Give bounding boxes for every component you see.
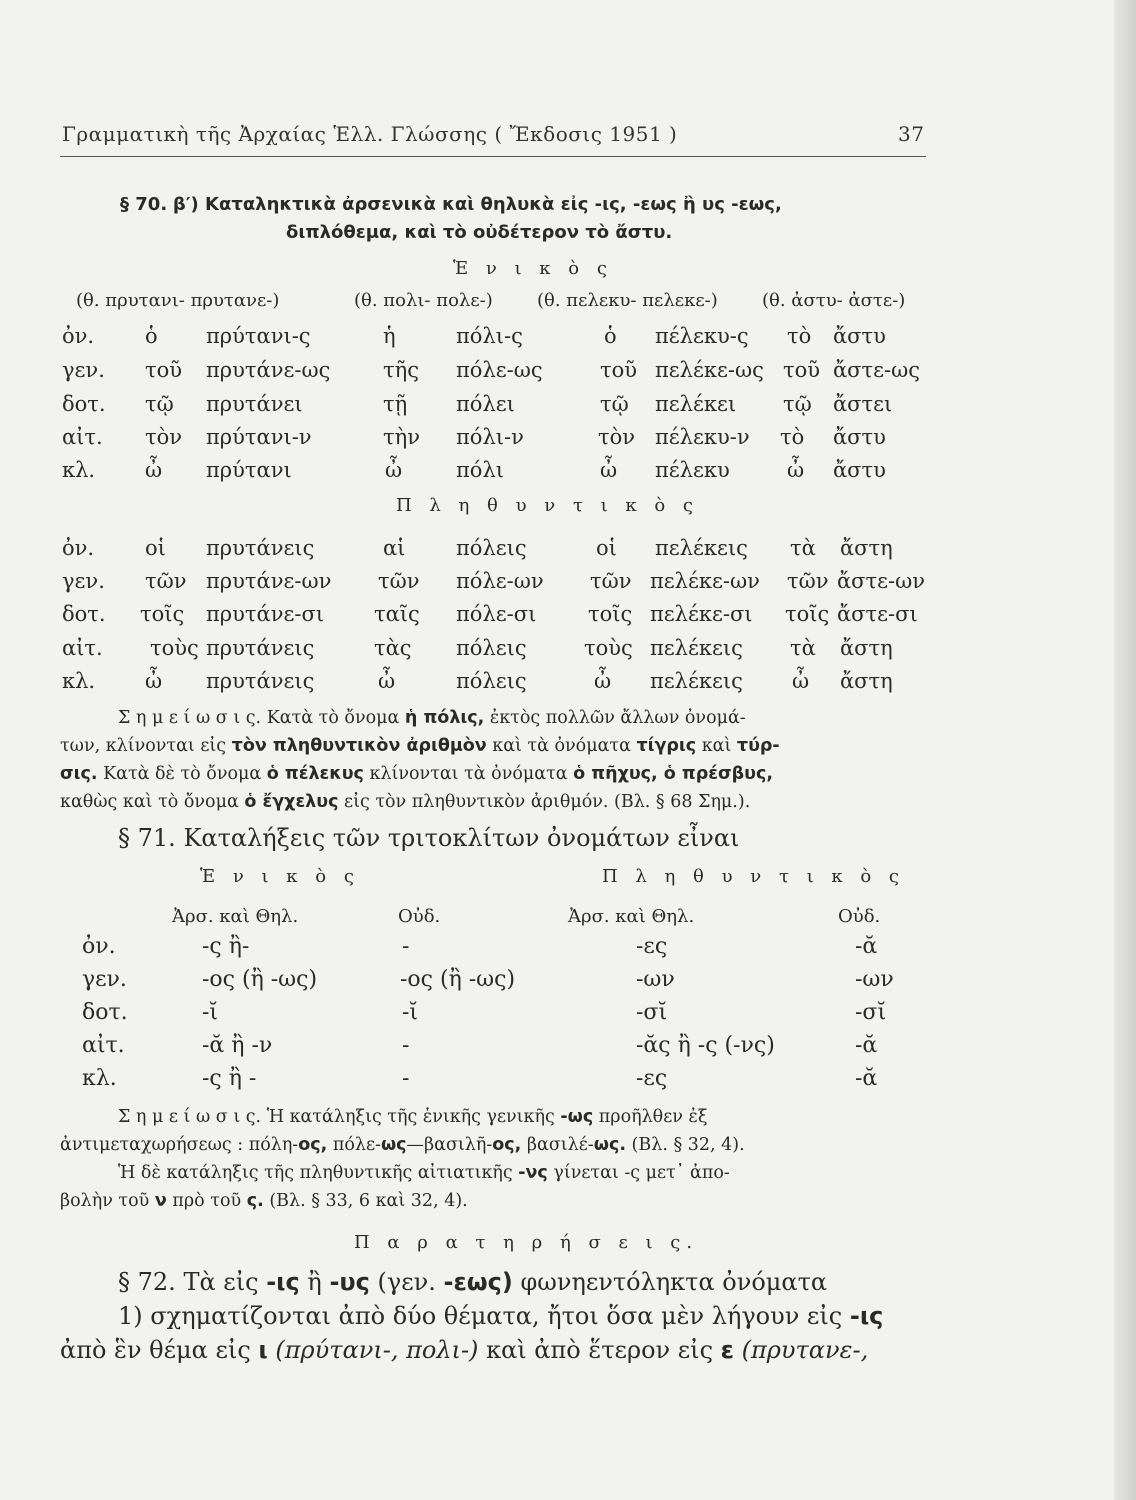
singular-heading: Ἑ ν ι κ ὸ ς: [453, 258, 613, 279]
word-form: ἄστη: [840, 536, 893, 560]
case-label: αἰτ.: [82, 1033, 125, 1058]
ending: -ες: [636, 934, 668, 959]
article: τῶν: [787, 569, 829, 593]
ending: -ᾰ: [855, 1066, 878, 1091]
article: τὴν: [383, 425, 420, 449]
ending: -ος (ἢ -ως): [400, 967, 516, 992]
note-bold: ος,: [492, 1135, 522, 1155]
ending: -σῐ: [855, 1000, 887, 1025]
word-form: πόλε-σι: [456, 602, 537, 626]
note-text: προῆλθεν ἐξ: [598, 1107, 708, 1127]
word-form: πέλεκυ-ς: [655, 324, 749, 348]
word-form: πόλε-ων: [456, 569, 544, 593]
note-bold: ὁ πῆχυς, ὁ πρέσβυς,: [573, 764, 774, 784]
ending: -: [402, 1033, 410, 1058]
word-form: ἄστε-ων: [837, 569, 925, 593]
article: οἱ: [145, 536, 166, 560]
body-italic: (πρυτανε-,: [741, 1336, 869, 1364]
ending: -ᾰ: [855, 934, 878, 959]
col-header: Ἀρσ. καὶ Θηλ.: [172, 906, 299, 927]
article: τὸ: [787, 324, 812, 348]
word-form: πελέκεις: [650, 669, 743, 693]
article: ὦ: [787, 458, 805, 482]
note-bold: σις.: [60, 764, 98, 784]
case-label: δοτ.: [62, 602, 106, 626]
body-text: ἢ: [307, 1268, 322, 1296]
note-text: Ἡ κατάληξις τῆς ἑνικῆς γενικῆς: [266, 1107, 555, 1127]
note-text: —βασιλῆ-: [406, 1135, 493, 1155]
note-text: Κατὰ τὸ ὄνομα: [266, 708, 400, 728]
note-text: Ἡ δὲ κατάληξις τῆς πληθυντικῆς αἰτιατικῆς: [118, 1163, 513, 1183]
section-71-heading: Καταλήξεις τῶν τριτοκλίτων ὀνομάτων εἶναι: [183, 824, 740, 852]
ending: -ων: [636, 967, 675, 992]
body-bold: ε: [720, 1336, 735, 1364]
note-text: κλίνονται τὰ ὀνόματα: [369, 764, 568, 784]
article: ὦ: [145, 669, 163, 693]
word-form: ἄστε-ως: [833, 358, 920, 382]
ending: -ᾰ: [855, 1033, 878, 1058]
stem-asty: (θ. ἀστυ- ἀστε-): [762, 290, 906, 311]
word-form: πελέκει: [655, 392, 737, 416]
note-text: εἰς τὸν πληθυντικὸν ἀριθμόν. (Βλ. § 68 Σημ.).: [344, 792, 751, 812]
word-form: πέλεκυ-ν: [655, 425, 750, 449]
case-label: κλ.: [62, 458, 96, 482]
word-form: πρυτάνεις: [206, 636, 315, 660]
article: τῆς: [383, 358, 419, 382]
note-text: πρὸ τοῦ: [172, 1191, 242, 1211]
article: τῷ: [145, 392, 174, 416]
body-bold: -ις: [849, 1302, 884, 1330]
note-71-line2: [60, 1135, 745, 1155]
section-71-label: § 71.: [118, 824, 176, 852]
article: ὦ: [145, 458, 163, 482]
ending: -ᾰς ἢ -ς (-νς): [636, 1033, 775, 1058]
body-text: Τὰ εἰς: [183, 1268, 259, 1296]
case-label: γεν.: [62, 358, 105, 382]
note-text: καὶ: [701, 736, 732, 756]
article: οἱ: [596, 536, 617, 560]
word-form: ἄστη: [840, 636, 893, 660]
body-text: (γεν.: [377, 1268, 436, 1296]
note-70-line1: [118, 708, 746, 728]
word-form: πόλεις: [456, 636, 527, 660]
word-form: πρυτάνε-σι: [206, 602, 325, 626]
note-bold: ως: [380, 1135, 407, 1155]
note-label: Σ η μ ε ί ω σ ι ς.: [118, 1107, 262, 1127]
case-label: γεν.: [62, 569, 105, 593]
col-header: Οὐδ.: [838, 906, 881, 927]
case-label: αἰτ.: [62, 636, 103, 660]
note-text: καθὼς καὶ τὸ ὄνομα: [60, 792, 239, 812]
case-label: δοτ.: [82, 1000, 128, 1025]
note-label: Σ η μ ε ί ω σ ι ς.: [118, 708, 262, 728]
body-bold: ι: [258, 1336, 268, 1364]
page-number: 37: [898, 122, 925, 146]
word-form: πρυτάνεις: [206, 669, 315, 693]
article: τὸν: [145, 425, 183, 449]
article: τῶν: [145, 569, 187, 593]
ending: -ες: [636, 1066, 668, 1091]
note-text: ἀντιμεταχωρήσεως : πόλη-: [60, 1135, 299, 1155]
section-72-line2: [118, 1302, 883, 1330]
ending: -ος (ἢ -ως): [202, 967, 318, 992]
word-form: πελέκε-ων: [650, 569, 760, 593]
article: τὰ: [790, 536, 816, 560]
word-form: πρυτάνεις: [206, 536, 315, 560]
article: τὰ: [790, 636, 816, 660]
word-form: πρυτάνε-ως: [206, 358, 331, 382]
note-text: γίνεται -ς μετ᾽ ἀπο-: [553, 1163, 730, 1183]
word-form: πόλι-ς: [456, 324, 523, 348]
plural-heading: Π λ η θ υ ν τ ι κ ὸ ς: [396, 495, 700, 516]
word-form: ἄστη: [840, 669, 893, 693]
ending: -σῐ: [636, 1000, 668, 1025]
word-form: πέλεκυ: [655, 458, 730, 482]
word-form: πόλει: [456, 392, 515, 416]
note-bold: ὁ πέλεκυς: [266, 764, 364, 784]
article: ὁ: [604, 324, 617, 348]
article: τῷ: [600, 392, 629, 416]
note-70-line2: [60, 736, 780, 756]
article: τοῖς: [588, 602, 633, 626]
article: τῷ: [783, 392, 812, 416]
note-text: (Βλ. § 33, 6 καὶ 32, 4).: [269, 1191, 468, 1211]
article: τῇ: [383, 392, 408, 416]
note-bold: τίγρις: [636, 736, 697, 756]
word-form: πελέκεις: [655, 536, 748, 560]
ending: -: [402, 934, 410, 959]
ending: -: [402, 1066, 410, 1091]
col-header: Ἀρσ. καὶ Θηλ.: [568, 906, 695, 927]
body-text: φωνηεντόληκτα ὀνόματα: [520, 1268, 828, 1296]
case-label: ὀν.: [62, 536, 95, 560]
ending: -ᾰ ἢ -ν: [202, 1033, 273, 1058]
word-form: ἄστυ: [833, 458, 886, 482]
section-72-label: § 72.: [118, 1268, 176, 1296]
ending: -ς ἢ -: [202, 1066, 257, 1091]
note-text: πόλε-: [332, 1135, 381, 1155]
stem-polis: (θ. πολι- πολε-): [354, 290, 493, 311]
note-text: (Βλ. § 32, 4).: [631, 1135, 745, 1155]
ending: -ῐ: [202, 1000, 219, 1025]
note-bold: ἡ πόλις,: [404, 708, 485, 728]
note-71-line3: [118, 1163, 730, 1183]
case-label: ὀν.: [62, 324, 95, 348]
article: τοῦ: [600, 358, 638, 382]
article: τοὺς: [150, 636, 199, 660]
article: τοῖς: [140, 602, 185, 626]
article: ὦ: [378, 669, 396, 693]
article: τῶν: [590, 569, 632, 593]
note-bold: -νς: [518, 1163, 548, 1183]
stem-prytanis: (θ. πρυτανι- πρυτανε-): [76, 290, 280, 311]
note-bold: τὸν πληθυντικὸν ἀριθμὸν: [231, 736, 487, 756]
word-form: πόλι-ν: [456, 425, 524, 449]
body-text: καὶ ἀπὸ ἕτερον εἰς: [486, 1336, 714, 1364]
article: ὦ: [600, 458, 618, 482]
note-70-line4: [60, 792, 750, 812]
s71-plural-heading: Π λ η θ υ ν τ ι κ ὸ ς: [602, 866, 906, 887]
case-label: ὀν.: [82, 934, 116, 959]
section-70-heading: β′) Καταληκτικὰ ἀρσενικὰ καὶ θηλυκὰ εἰς -ις, -εως ἢ υς -εως,: [172, 194, 782, 215]
note-70-line3: [60, 764, 773, 784]
body-text: ἀπὸ ἓν θέμα εἰς: [60, 1336, 251, 1364]
word-form: πελέκε-σι: [650, 602, 753, 626]
note-bold: ς.: [246, 1191, 264, 1211]
case-label: γεν.: [82, 967, 127, 992]
word-form: πόλεις: [456, 536, 527, 560]
section-72-line3: [60, 1336, 868, 1364]
article: τοὺς: [584, 636, 633, 660]
section-70-title-line2: διπλόθεμα, καὶ τὸ οὐδέτερον τὸ ἄστυ.: [286, 222, 673, 243]
note-71-line4: [60, 1191, 468, 1211]
note-text: καὶ τὰ ὀνόματα: [492, 736, 631, 756]
word-form: πελέκεις: [650, 636, 743, 660]
ending: -ων: [855, 967, 894, 992]
note-bold: ὁ ἔγχελυς: [244, 792, 339, 812]
word-form: ἄστει: [833, 392, 893, 416]
article: ταῖς: [374, 602, 420, 626]
page-edge: [1114, 0, 1136, 1500]
body-text: 1) σχηματίζονται ἀπὸ δύο θέματα, ἤτοι ὅσα μὲν λήγουν εἰς: [118, 1302, 843, 1330]
article: ὦ: [594, 669, 612, 693]
article: τῶν: [378, 569, 420, 593]
note-text: ἐκτὸς πολλῶν ἄλλων ὀνομά-: [489, 708, 746, 728]
ending: -ς ἢ-: [202, 934, 250, 959]
body-bold: -υς: [329, 1268, 370, 1296]
article: ἡ: [383, 324, 396, 348]
note-text: Κατὰ δὲ τὸ ὄνομα: [103, 764, 262, 784]
word-form: πόλι: [456, 458, 504, 482]
article: τοῦ: [145, 358, 183, 382]
s71-singular-heading: Ἑ ν ι κ ὸ ς: [200, 866, 360, 887]
word-form: πόλε-ως: [456, 358, 543, 382]
word-form: πρυτάνει: [206, 392, 303, 416]
article: αἱ: [383, 536, 406, 560]
word-form: πόλεις: [456, 669, 527, 693]
article: τοῦ: [783, 358, 821, 382]
word-form: πελέκε-ως: [655, 358, 764, 382]
body-bold: -ις: [266, 1268, 300, 1296]
body-bold: -εως): [443, 1268, 513, 1296]
note-text: των, κλίνονται εἰς: [60, 736, 227, 756]
article: τὸν: [598, 425, 636, 449]
section-70-label: § 70.: [120, 194, 168, 215]
article: τοῖς: [785, 602, 830, 626]
observations-heading: Π α ρ α τ η ρ ή σ ε ι ς.: [354, 1232, 699, 1253]
article: ὦ: [792, 669, 810, 693]
case-label: αἰτ.: [62, 425, 103, 449]
note-bold: -ως: [560, 1107, 594, 1127]
case-label: κλ.: [82, 1066, 117, 1091]
word-form: ἄστυ: [833, 324, 886, 348]
header-rule: [60, 156, 926, 157]
note-71-line1: [118, 1107, 708, 1127]
ending: -ῐ: [402, 1000, 419, 1025]
note-text: βασιλέ-: [526, 1135, 594, 1155]
note-text: βολὴν τοῦ: [60, 1191, 150, 1211]
note-bold: ως.: [593, 1135, 626, 1155]
word-form: ἄστε-σι: [837, 602, 918, 626]
running-header: Γραμματικὴ τῆς Ἀρχαίας Ἑλλ. Γλώσσης ( Ἔκδοσις 1951 ): [62, 122, 678, 146]
section-71-title: [118, 824, 739, 852]
word-form: πρύτανι-ς: [206, 324, 311, 348]
section-72-line1: [118, 1268, 827, 1296]
word-form: πρυτάνε-ων: [206, 569, 332, 593]
body-italic: (πρύτανι-, πολι-): [275, 1336, 479, 1364]
col-header: Οὐδ.: [398, 906, 441, 927]
word-form: ἄστυ: [833, 425, 886, 449]
note-bold: ν: [154, 1191, 167, 1211]
note-bold: τύρ-: [736, 736, 780, 756]
case-label: κλ.: [62, 669, 96, 693]
article: τὰς: [374, 636, 412, 660]
article: τὸ: [780, 425, 805, 449]
article: ὁ: [145, 324, 158, 348]
article: ὦ: [385, 458, 403, 482]
section-70-title-line1: [120, 194, 782, 215]
case-label: δοτ.: [62, 392, 106, 416]
word-form: πρύτανι: [206, 458, 292, 482]
note-bold: ος,: [298, 1135, 328, 1155]
stem-pelekys: (θ. πελεκυ- πελεκε-): [537, 290, 718, 311]
word-form: πρύτανι-ν: [206, 425, 312, 449]
